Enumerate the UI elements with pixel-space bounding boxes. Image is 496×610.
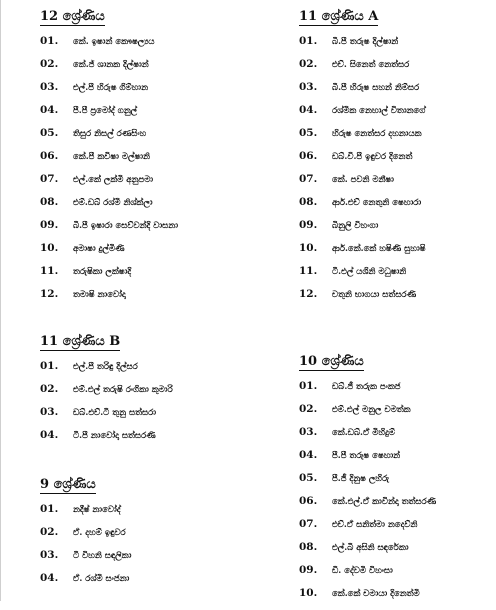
student-name: බී.පී ඉෂාරා සෙව්වන්දි වාසනා [73, 221, 178, 231]
item-number: 02. [299, 403, 318, 415]
student-name: කේ.පී කවිෂා මල්ෂානි [73, 152, 150, 162]
student-name: ටී.පී නාවෝදා සත්සරණි [73, 431, 156, 441]
item-number: 02. [40, 58, 59, 70]
student-name: ඩබ්.වී.පී ඉඳුවර දිනෙත් [332, 152, 413, 162]
item-number: 02. [299, 58, 318, 70]
item-number: 07. [299, 173, 318, 185]
item-number: 04. [299, 104, 318, 116]
item-number: 01. [299, 380, 318, 392]
item-number: 10. [299, 242, 318, 254]
student-name: බිනුලි විහංගා [332, 221, 379, 231]
student-name: ටී විහනි සඳලිකා [73, 551, 132, 561]
list-item [40, 503, 131, 516]
item-number: 04. [40, 429, 59, 441]
item-number: 07. [299, 518, 318, 530]
student-name: පී.පී තරුෂ ෂෙහාන් [332, 451, 401, 461]
item-number: 01. [40, 35, 59, 47]
student-name: ඒ. රශ්මි සංජනා [73, 574, 130, 584]
list-item [40, 104, 178, 117]
student-name: ඩබ්.ජී තරුක පංකජ [332, 382, 401, 392]
student-name: නදීෂ් නාවෝද් [73, 505, 121, 515]
item-number: 11. [299, 265, 318, 277]
student-name: කේ. ඉෂාන් කෞෂල්‍යය [73, 37, 155, 47]
list-item [299, 81, 426, 94]
item-number: 05. [299, 127, 318, 139]
page-edge [0, 0, 1, 601]
list-item [40, 127, 178, 140]
list-item [299, 518, 436, 531]
student-name: එම්.එල් මනුල චමත්ක [332, 405, 411, 415]
student-name: ඩබ්.එච්.ටී තුනු සත්සරා [73, 408, 157, 418]
student-name: එල්.පී තරිඳු දිල්සර [73, 362, 138, 372]
list-item [299, 449, 436, 462]
item-number: 01. [299, 35, 318, 47]
item-number: 05. [299, 472, 318, 484]
student-name: ඩී. දේවමි විහංසා [332, 566, 393, 576]
student-name: තිසුර නිසල් රණසිංහ [73, 129, 147, 139]
grade-10-section [299, 350, 436, 610]
student-name: කේ.ජ් ශානක දිල්ෂාන් [73, 60, 149, 70]
list-item [299, 219, 426, 232]
item-number: 09. [299, 564, 318, 576]
student-list [40, 360, 173, 442]
list-item [40, 242, 178, 255]
student-name: ආර්.කේ.කේ හෂිණි සුහාෂි [332, 244, 426, 254]
student-name: කේ.ඩබ්.ඒ මිහිදුම් [332, 428, 395, 438]
student-list [40, 503, 131, 585]
list-item [299, 35, 426, 48]
section-heading: 12 ශ්‍රේණිය [40, 9, 105, 24]
item-number: 12. [299, 288, 318, 300]
list-item [40, 526, 131, 539]
section-heading: 11 ශ්‍රේණිය B [40, 334, 121, 349]
list-item [299, 380, 436, 393]
list-item [299, 150, 426, 163]
list-item [299, 104, 426, 117]
list-item [299, 242, 426, 255]
student-name: රශ්මික නෙහාල් විතානගේ [332, 106, 426, 116]
item-number: 07. [40, 173, 59, 185]
item-number: 08. [40, 196, 59, 208]
list-item [40, 406, 173, 419]
list-item [299, 265, 426, 278]
list-item [40, 549, 131, 562]
list-item [40, 58, 178, 71]
list-item [299, 426, 436, 439]
list-item [40, 429, 173, 442]
student-name: ඒ. දහම් ඉඳුවර [73, 528, 126, 538]
list-item [40, 572, 131, 585]
list-item [40, 360, 173, 373]
list-item [40, 288, 178, 301]
list-item [299, 403, 436, 416]
list-item [40, 173, 178, 186]
item-number: 09. [299, 219, 318, 231]
item-number: 06. [40, 150, 59, 162]
list-item [299, 288, 426, 301]
student-name: චතුනි භාගයා සත්සරණි [332, 290, 417, 300]
student-name: කේ.එල්.ඒ කාවින්දා තත්සරණි [332, 497, 437, 507]
student-name: එච්.ඒ සනිත්මා නදෙව්නි [332, 520, 418, 530]
item-number: 11. [40, 265, 59, 277]
student-name: තමාෂි නාවෝදා [73, 290, 126, 300]
student-name: එල්.බී අසිනි සඳරේකා [332, 543, 409, 553]
item-number: 03. [40, 406, 59, 418]
student-name: ආර්.එච් නෙතුනි ෂෙහාරා [332, 198, 422, 208]
student-name: අමාෂා දුල්මිණි [73, 244, 125, 254]
item-number: 03. [299, 426, 318, 438]
list-item [299, 127, 426, 140]
item-number: 10. [299, 587, 318, 599]
student-name: බී.පී තරුෂ දිල්ෂාන් [332, 37, 399, 47]
item-number: 06. [299, 495, 318, 507]
student-name: කේ.කේ චමායා දිනෙත්මි [332, 589, 420, 599]
student-name: ටී.එල් යශිනි මධුෂානි [332, 267, 407, 277]
item-number: 02. [40, 526, 59, 538]
student-name: තරුෂිකා ලක්ෂාදි [73, 267, 132, 277]
list-item [40, 196, 178, 209]
item-number: 03. [299, 81, 318, 93]
list-item [40, 219, 178, 232]
student-list [299, 380, 436, 600]
item-number: 03. [40, 81, 59, 93]
item-number: 01. [40, 503, 59, 515]
list-item [299, 196, 426, 209]
list-item [299, 58, 426, 71]
section-heading: 9 ශ්‍රේණිය [40, 477, 96, 492]
grade-12-section [40, 5, 178, 311]
item-number: 03. [40, 549, 59, 561]
item-number: 04. [299, 449, 318, 461]
list-item [299, 587, 436, 600]
list-item [40, 35, 178, 48]
student-list [299, 35, 426, 301]
student-name: හිරුෂ නෙත්සර දහනායක [332, 129, 422, 139]
list-item [40, 265, 178, 278]
item-number: 04. [40, 104, 59, 116]
grade-9-section [40, 473, 131, 595]
item-number: 09. [40, 219, 59, 231]
list-item [40, 150, 178, 163]
item-number: 12. [40, 288, 59, 300]
student-name: එම්.ඩබ් රශ්මි නිශ්ක්ලා [73, 198, 153, 208]
item-number: 05. [40, 127, 59, 139]
item-number: 04. [40, 572, 59, 584]
item-number: 08. [299, 541, 318, 553]
list-item [299, 173, 426, 186]
list-item [299, 495, 436, 508]
list-item [299, 564, 436, 577]
item-number: 10. [40, 242, 59, 254]
grade-11b-section [40, 330, 173, 452]
student-name: එච්. සිනෙත් නෙත්සර [332, 60, 410, 70]
section-heading: 11 ශ්‍රේණිය A [299, 9, 379, 24]
student-name: එල්.කේ ලක්මි අනුපමා [73, 175, 154, 185]
student-list [40, 35, 178, 301]
list-item [299, 472, 436, 485]
student-name: බී.පී හිරුෂ සහන් නිම්සර [332, 83, 420, 93]
grade-11a-section [299, 5, 426, 311]
item-number: 08. [299, 196, 318, 208]
list-item [299, 541, 436, 554]
list-item [40, 81, 178, 94]
student-name: පී.ජී දිනුෂ ලහිරු [332, 474, 390, 484]
student-name: එම්.එල් තරුෂි රංගිකා කුමාරි [73, 385, 173, 395]
item-number: 06. [299, 150, 318, 162]
list-item [40, 383, 173, 396]
section-heading: 10 ශ්‍රේණිය [299, 354, 364, 369]
student-name: පී.පී ප්‍රමෝද් ගනුල් [73, 106, 138, 116]
item-number: 01. [40, 360, 59, 372]
student-name: කේ. පවනි මනීෂා [332, 175, 394, 185]
item-number: 02. [40, 383, 59, 395]
student-name: එල්.පී හිරුෂ ගිම්හාන [73, 83, 148, 93]
